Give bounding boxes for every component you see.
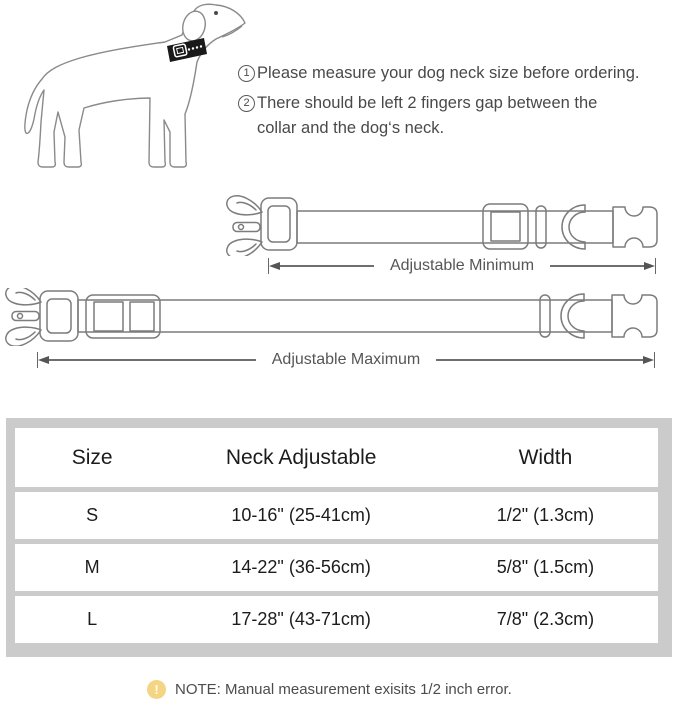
instruction-1-text: Please measure your dog neck size before ordering. (257, 64, 640, 82)
cell-size: S (86, 505, 99, 525)
buckle-prong-top (227, 196, 262, 215)
header-neck-adjustable: Neck Adjustable (225, 445, 377, 469)
dimension-line (49, 359, 256, 360)
cell-neck: 10-16" (25-41cm) (231, 505, 371, 525)
size-table (6, 418, 672, 657)
clip-male-end (613, 207, 657, 247)
adjustable-minimum-dimension (268, 257, 656, 275)
cell-neck: 14-22" (36-56cm) (231, 557, 371, 577)
dimension-line (280, 265, 374, 266)
header-width: Width (518, 445, 573, 469)
maximum-label: Adjustable Maximum (271, 351, 421, 368)
table-row-m (15, 544, 658, 591)
arrowhead-left-icon (38, 356, 49, 364)
note-text: NOTE: Manual measurement exisits 1/2 inch error. (175, 681, 512, 698)
dog-outline (25, 4, 245, 167)
arrowhead-left-icon (269, 262, 280, 270)
dimension-line (436, 359, 643, 360)
dimension-tick-right (655, 258, 656, 274)
instruction-2 (238, 91, 676, 141)
circled-number-1-icon: 1 (238, 65, 255, 82)
cell-size: M (84, 557, 100, 577)
circled-number-2-icon: 2 (238, 95, 255, 112)
cell-neck: 17-28" (43-71cm) (231, 609, 371, 629)
clip-male-end (612, 295, 657, 337)
cell-width: 1/2" (1.3cm) (496, 505, 595, 525)
cell-size: L (87, 609, 98, 629)
arrowhead-right-icon (644, 262, 655, 270)
instruction-1 (238, 61, 676, 86)
size-table-header-row (15, 428, 658, 487)
collar-minimum-diagram (0, 190, 679, 256)
strap-keeper (536, 206, 546, 248)
cell-width: 5/8" (1.5cm) (496, 557, 595, 577)
collar-strap (78, 300, 612, 332)
measuring-instructions (238, 61, 676, 146)
buckle-prong-bottom (6, 327, 41, 346)
buckle-center-pin (12, 312, 39, 321)
strap-keeper (540, 295, 550, 337)
table-row-l (15, 596, 658, 643)
measurement-note (147, 680, 512, 699)
dog-illustration (8, 2, 256, 172)
dimension-line (550, 265, 644, 266)
collar-maximum-diagram (0, 288, 679, 346)
buckle-prong-bottom (227, 239, 262, 256)
dog-eye (214, 11, 218, 15)
table-row-s (15, 492, 658, 539)
buckle-prong-top (6, 288, 41, 305)
buckle-center-pin (233, 223, 260, 232)
header-size: Size (71, 445, 113, 469)
arrowhead-right-icon (643, 356, 654, 364)
exclamation-circle-icon: ! (147, 680, 166, 699)
dimension-tick-right (654, 352, 655, 368)
minimum-label: Adjustable Minimum (389, 257, 535, 274)
cell-width: 7/8" (2.3cm) (496, 609, 595, 629)
adjustable-maximum-dimension (37, 351, 655, 369)
instruction-2-text: There should be left 2 fingers gap between the collar and the dog‘s neck. (257, 94, 598, 137)
